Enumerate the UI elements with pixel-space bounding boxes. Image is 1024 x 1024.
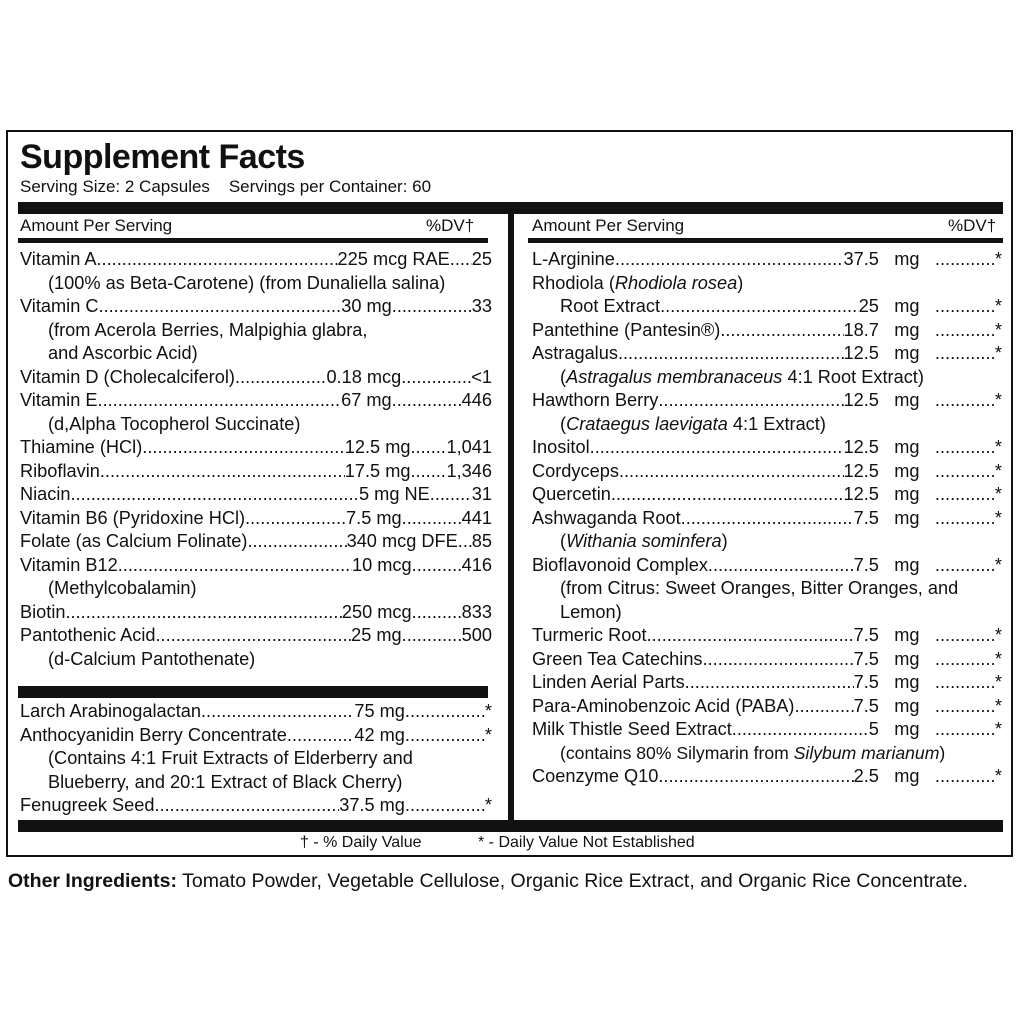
- nutrient-dv: *: [994, 343, 1002, 363]
- left-dv-header: %DV†: [426, 216, 475, 235]
- nutrient-unit: mg: [894, 507, 920, 528]
- leader-dots: [618, 342, 844, 366]
- nutrient-name: Pantethine (Pantesin®): [532, 319, 721, 340]
- leader-dots: [935, 624, 995, 648]
- nutrient-dv: *: [994, 390, 1002, 410]
- leader-dots: [66, 601, 342, 625]
- nutrient-row: [20, 366, 492, 390]
- leader-dots: [647, 624, 854, 648]
- nutrient-amount: 10 mcg: [351, 554, 412, 575]
- left-header-rule: [18, 238, 488, 243]
- leader-dots: [71, 483, 359, 507]
- other-ingredients: [8, 870, 968, 893]
- nutrient-row: [532, 342, 1002, 366]
- nutrient-dv: <1: [471, 366, 492, 387]
- nutrient-dv: 441: [461, 507, 492, 528]
- nutrient-amount: 5: [868, 719, 879, 739]
- nutrient-amount: 0.18 mcg: [326, 366, 402, 387]
- other-ingredients-label: Other Ingredients:: [8, 870, 178, 892]
- leader-dots: [410, 460, 446, 484]
- nutrient-source: (100% as Beta-Carotene) (from Dunaliella salina): [48, 272, 446, 293]
- nutrient-source: (d-Calcium Pantothenate): [48, 648, 256, 669]
- nutrient-dv: *: [994, 460, 1002, 481]
- serving-size: Serving Size: 2 Capsules: [20, 177, 210, 196]
- leader-dots: [100, 460, 345, 484]
- leader-dots: [154, 794, 339, 818]
- nutrient-row: [20, 507, 492, 531]
- leader-dots: [247, 530, 346, 554]
- leader-dots: [402, 507, 462, 531]
- nutrient-amount: 7.5 mg: [346, 507, 402, 528]
- nutrient-unit: mg: [894, 249, 920, 269]
- leader-dots: [412, 554, 462, 578]
- nutrient-unit: mg: [894, 625, 920, 645]
- nutrient-unit: mg: [894, 554, 920, 575]
- nutrient-dv: 31: [471, 484, 492, 504]
- leader-dots: [935, 460, 995, 484]
- leader-dots: [245, 507, 346, 531]
- nutrient-row: [20, 295, 492, 319]
- nutrient-amount: 37.5: [843, 249, 879, 269]
- nutrient-row: [532, 671, 1002, 695]
- nutrient-dv: 1,346: [446, 460, 492, 481]
- nutrient-name: Vitamin D (Cholecalciferol): [20, 366, 235, 387]
- nutrient-row: [20, 248, 492, 272]
- nutrient-name: Linden Aerial Parts: [532, 672, 685, 692]
- nutrient-amount: 7.5: [853, 695, 879, 716]
- paren: ): [939, 742, 946, 763]
- nutrient-source: (Methylcobalamin): [48, 578, 197, 598]
- source-detail: (contains 80% Silymarin from: [560, 742, 794, 763]
- nutrient-dv: 833: [461, 601, 492, 622]
- leader-dots: [430, 483, 472, 507]
- leader-dots: [681, 507, 854, 531]
- nutrient-dv: *: [994, 484, 1002, 504]
- nutrient-unit: mg: [894, 672, 920, 692]
- leader-dots: [935, 718, 995, 742]
- nutrient-amount: 75 mg: [354, 701, 405, 721]
- nutrient-name: Hawthorn Berry: [532, 390, 659, 410]
- nutrient-amount: 12.5: [843, 460, 879, 481]
- nutrient-dv: *: [994, 719, 1002, 739]
- leader-dots: [935, 507, 995, 531]
- leader-dots: [935, 295, 995, 319]
- nutrient-name: Astragalus: [532, 343, 618, 363]
- leader-dots: [935, 671, 995, 695]
- nutrient-unit: mg: [894, 695, 920, 716]
- right-header-rule: [528, 238, 1003, 243]
- leader-dots: [935, 483, 995, 507]
- leader-dots: [615, 248, 844, 272]
- left-mid-rule: [18, 686, 488, 698]
- leader-dots: [405, 794, 485, 818]
- nutrient-dv: 33: [471, 296, 492, 316]
- leader-dots: [660, 295, 859, 319]
- nutrient-row: [532, 460, 1002, 484]
- nutrient-row: [532, 295, 1002, 319]
- leader-dots: [392, 389, 462, 413]
- nutrient-row: [20, 530, 492, 554]
- nutrient-amount: 7.5: [853, 672, 879, 692]
- leader-dots: [935, 389, 995, 413]
- nutrient-dv: *: [994, 249, 1002, 269]
- nutrient-name: Turmeric Root: [532, 625, 647, 645]
- nutrient-row: [532, 483, 1002, 507]
- nutrient-row: [532, 624, 1002, 648]
- leader-dots: [98, 389, 342, 413]
- nutrient-amount: 7.5: [853, 648, 879, 669]
- nutrient-unit: mg: [894, 319, 920, 340]
- nutrient-row: [20, 700, 492, 724]
- right-amount-header: Amount Per Serving: [532, 216, 685, 235]
- nutrient-amount: 7.5: [853, 625, 879, 645]
- leader-dots: [235, 366, 326, 390]
- nutrient-dv: *: [994, 766, 1002, 786]
- nutrient-amount: 17.5 mg: [344, 460, 411, 481]
- nutrient-amount: 25: [858, 296, 879, 316]
- nutrient-row: [20, 794, 492, 818]
- nutrient-unit: mg: [894, 437, 920, 457]
- nutrient-unit: mg: [894, 766, 920, 786]
- nutrient-source: (from Acerola Berries, Malpighia glabra,: [48, 319, 368, 340]
- nutrient-amount: 18.7: [843, 319, 879, 340]
- nutrient-unit: mg: [894, 484, 920, 504]
- nutrient-source: [532, 742, 1002, 766]
- leader-dots: [935, 695, 995, 719]
- leader-dots: [658, 389, 843, 413]
- nutrient-name: Vitamin E: [20, 390, 98, 410]
- nutrient-amount: 37.5 mg: [339, 795, 405, 815]
- nutrient-row: [20, 601, 492, 625]
- nutrient-amount: 7.5: [853, 554, 879, 575]
- nutrient-source: and Ascorbic Acid): [48, 343, 198, 363]
- paren: (: [560, 366, 567, 387]
- leader-dots: [410, 436, 446, 460]
- nutrient-name: Anthocyanidin Berry Concentrate: [20, 724, 287, 745]
- leader-dots: [794, 695, 853, 719]
- nutrient-name: Folate (as Calcium Folinate): [20, 531, 248, 551]
- leader-dots: [401, 366, 471, 390]
- column-divider: [508, 202, 514, 822]
- nutrient-name: Vitamin A: [20, 249, 97, 269]
- nutrient-name-line: [532, 272, 1002, 296]
- nutrient-amount: 12.5: [843, 437, 879, 457]
- nutrient-name: L-Arginine: [532, 249, 615, 269]
- paren: ): [721, 531, 728, 551]
- nutrient-name: Cordyceps: [532, 460, 619, 481]
- nutrient-dv: *: [994, 648, 1002, 669]
- nutrient-row: [532, 554, 1002, 578]
- leader-dots: [450, 248, 472, 272]
- nutrient-source: (from Citrus: Sweet Oranges, Bitter Oranges, and: [560, 578, 959, 598]
- nutrient-amount: 42 mg: [354, 724, 405, 745]
- nutrient-row: [20, 554, 492, 578]
- nutrient-dv: *: [994, 437, 1002, 457]
- nutrient-unit: mg: [894, 390, 920, 410]
- nutrient-source: Lemon): [560, 601, 622, 622]
- nutrient-row: [20, 624, 492, 648]
- nutrient-dv: *: [994, 625, 1002, 645]
- nutrient-amount: 12.5: [843, 390, 879, 410]
- nutrient-name: Biotin: [20, 601, 66, 622]
- source-detail: 4:1 Extract): [727, 413, 826, 434]
- nutrient-amount: 340 mcg DFE: [346, 531, 458, 551]
- nutrient-row: [20, 389, 492, 413]
- nutrient-dv: 25: [471, 249, 492, 269]
- leader-dots: [619, 460, 844, 484]
- latin-name: Astragalus membranaceus: [566, 366, 783, 387]
- nutrient-row: [20, 460, 492, 484]
- leader-dots: [720, 319, 843, 343]
- latin-name: Crataegus laevigata: [566, 413, 728, 434]
- nutrient-name: Pantothenic Acid: [20, 625, 156, 645]
- leader-dots: [287, 724, 354, 748]
- bottom-thick-rule: [18, 820, 1003, 832]
- leader-dots: [156, 624, 352, 648]
- right-dv-header: %DV†: [948, 216, 997, 235]
- leader-dots: [402, 624, 462, 648]
- leader-dots: [99, 295, 342, 319]
- right-botanical-list: [532, 248, 1002, 789]
- nutrient-dv: *: [994, 672, 1002, 692]
- nutrient-source: (d,Alpha Tocopherol Succinate): [48, 413, 301, 434]
- leader-dots: [458, 530, 472, 554]
- nutrient-row: [532, 648, 1002, 672]
- nutrient-name: Coenzyme Q10: [532, 766, 659, 786]
- nutrient-name: Vitamin B6 (Pyridoxine HCl): [20, 507, 246, 528]
- leader-dots: [703, 648, 854, 672]
- left-amount-header: Amount Per Serving: [20, 216, 173, 235]
- nutrient-unit: mg: [894, 460, 920, 481]
- nutrient-source: (Contains 4:1 Fruit Extracts of Elderberry and: [48, 748, 413, 768]
- latin-name: Withania sominfera: [566, 531, 722, 551]
- leader-dots: [935, 319, 995, 343]
- nutrient-row: [532, 718, 1002, 742]
- paren: (: [560, 531, 567, 551]
- nutrient-name: Riboflavin: [20, 460, 100, 481]
- nutrient-dv: 500: [461, 625, 492, 645]
- leader-dots: [685, 671, 854, 695]
- nutrient-amount: 2.5: [853, 766, 879, 786]
- nutrient-amount: 67 mg: [341, 390, 392, 410]
- leader-dots: [935, 648, 995, 672]
- nutrient-amount: 12.5: [843, 343, 879, 363]
- nutrient-name: Root Extract: [560, 296, 661, 316]
- nutrient-dv: 1,041: [446, 437, 492, 457]
- nutrient-name: Niacin: [20, 484, 71, 504]
- paren: (: [560, 413, 567, 434]
- paren: ): [737, 272, 744, 293]
- nutrient-amount: 225 mcg RAE: [337, 249, 450, 269]
- supplement-facts-panel: [6, 130, 1013, 857]
- serving-info: [20, 177, 431, 197]
- servings-per-container: Servings per Container: 60: [228, 177, 432, 196]
- nutrient-name: Thiamine (HCl): [20, 437, 143, 457]
- leader-dots: [935, 248, 995, 272]
- leader-dots: [732, 718, 869, 742]
- nutrient-name: Ashwaganda Root: [532, 507, 681, 528]
- nutrient-row: [532, 695, 1002, 719]
- nutrient-row: [532, 319, 1002, 343]
- nutrient-dv: 446: [461, 390, 492, 410]
- leader-dots: [935, 436, 995, 460]
- nutrient-unit: mg: [894, 648, 920, 669]
- nutrient-amount: 12.5: [843, 484, 879, 504]
- nutrient-name: Vitamin C: [20, 296, 99, 316]
- leader-dots: [935, 342, 995, 366]
- nutrient-name: Vitamin B12: [20, 554, 118, 575]
- nutrient-amount: 250 mcg: [341, 601, 412, 622]
- leader-dots: [412, 601, 462, 625]
- nutrient-name: Larch Arabinogalactan: [20, 701, 201, 721]
- leader-dots: [405, 700, 485, 724]
- leader-dots: [590, 436, 844, 460]
- nutrient-dv: *: [994, 319, 1002, 340]
- nutrient-source: [532, 366, 1002, 390]
- nutrient-name: Inositol: [532, 437, 590, 457]
- nutrient-source: [532, 530, 1002, 554]
- nutrient-amount: 5 mg NE: [359, 484, 430, 504]
- leader-dots: [142, 436, 344, 460]
- nutrient-name: Rhodiola (: [532, 272, 615, 293]
- leader-dots: [97, 248, 338, 272]
- other-ingredients-text: Tomato Powder, Vegetable Cellulose, Organic Rice Extract, and Organic Rice Concentrate.: [177, 870, 968, 892]
- nutrient-source: Blueberry, and 20:1 Extract of Black Cherry): [48, 771, 403, 792]
- nutrient-dv: *: [994, 695, 1002, 716]
- leader-dots: [392, 295, 472, 319]
- leader-dots: [935, 554, 995, 578]
- nutrient-row: [532, 507, 1002, 531]
- nutrient-row: [532, 765, 1002, 789]
- nutrient-name: Quercetin: [532, 484, 611, 504]
- nutrient-row: [532, 248, 1002, 272]
- leader-dots: [201, 700, 354, 724]
- nutrient-dv: *: [484, 795, 492, 815]
- nutrient-row: [20, 724, 492, 748]
- nutrient-row: [20, 483, 492, 507]
- leader-dots: [611, 483, 844, 507]
- leader-dots: [118, 554, 352, 578]
- nutrient-row: [532, 436, 1002, 460]
- latin-name: Silybum marianum: [793, 742, 940, 763]
- panel-title: Supplement Facts: [20, 138, 305, 176]
- nutrient-name: Green Tea Catechins: [532, 648, 703, 669]
- nutrient-amount: 25 mg: [351, 625, 402, 645]
- leader-dots: [658, 765, 853, 789]
- nutrient-amount: 12.5 mg: [344, 437, 411, 457]
- nutrient-row: [532, 389, 1002, 413]
- nutrient-dv: *: [484, 724, 492, 745]
- footnote-daily-value: † - % Daily Value: [300, 834, 422, 851]
- latin-name: Rhodiola rosea: [614, 272, 738, 293]
- footnote-not-established: * - Daily Value Not Established: [478, 834, 695, 851]
- nutrient-source: [532, 413, 1002, 437]
- nutrient-name: Fenugreek Seed: [20, 795, 155, 815]
- leader-dots: [405, 724, 485, 748]
- nutrient-name: Para-Aminobenzoic Acid (PABA): [532, 695, 795, 716]
- nutrient-dv: *: [994, 296, 1002, 316]
- nutrient-name: Milk Thistle Seed Extract: [532, 719, 732, 739]
- leader-dots: [935, 765, 995, 789]
- nutrient-unit: mg: [894, 343, 920, 363]
- left-nutrient-list: [20, 248, 492, 671]
- leader-dots: [708, 554, 854, 578]
- nutrient-dv: 416: [461, 554, 492, 575]
- left-botanical-list: [20, 700, 492, 818]
- nutrient-dv: *: [994, 507, 1002, 528]
- nutrient-amount: 7.5: [853, 507, 879, 528]
- nutrient-dv: *: [484, 701, 492, 721]
- nutrient-dv: *: [994, 554, 1002, 575]
- nutrient-row: [20, 436, 492, 460]
- nutrient-name: Bioflavonoid Complex: [532, 554, 708, 575]
- nutrient-unit: mg: [894, 296, 920, 316]
- source-detail: 4:1 Root Extract): [782, 366, 924, 387]
- nutrient-amount: 30 mg: [341, 296, 392, 316]
- nutrient-dv: 85: [471, 531, 492, 551]
- nutrient-unit: mg: [894, 719, 920, 739]
